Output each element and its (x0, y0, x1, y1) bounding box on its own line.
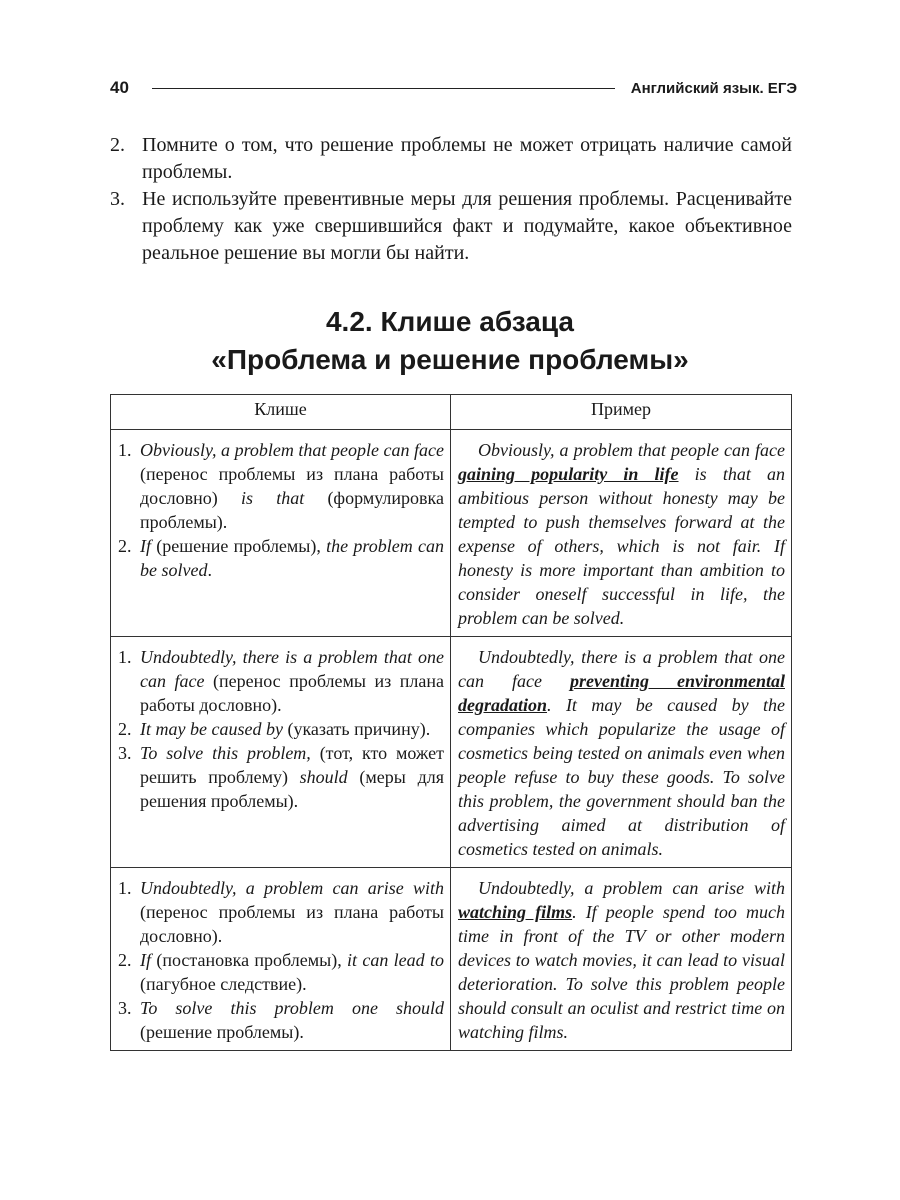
cliche-phrase: Undoubtedly, a problem can arise with (140, 878, 444, 898)
book-title: Английский язык. ЕГЭ (630, 79, 797, 97)
table-row (111, 868, 792, 1051)
cliche-table (110, 394, 792, 1051)
cliche-phrase: It may be caused by (140, 719, 283, 739)
cliche-item (118, 645, 444, 717)
cliche-item-text (140, 948, 444, 996)
example-topic: watching films (458, 902, 573, 922)
header-example: Пример (451, 395, 792, 430)
cliche-item (118, 534, 444, 582)
cliche-note: (пагубное следствие). (140, 974, 307, 994)
example-fragment: . If people spend too much time in front of the TV or other modern devices to watch movies, it can lead to visual deterioration. To solve this problem people should consult an oculist and restrict time on watching films. (458, 902, 785, 1042)
cliche-list (118, 876, 444, 1044)
cliche-item-number: 2. (118, 950, 132, 970)
cliche-phrase: Obviously, a problem that people can face (140, 440, 444, 460)
example-fragment: . It may be caused by the companies which popularize the usage of cosmetics being tested on animals even when people refuse to buy these goods. To solve this problem, the government should ban the advertising aimed at distribution of cosmetics tested on animals. (458, 695, 785, 859)
table-row (111, 430, 792, 637)
header-cliche: Клише (111, 395, 451, 430)
cliche-item (118, 876, 444, 948)
intro-item-text: Помните о том, что решение проблемы не может отрицать наличие самой проблемы. (142, 134, 792, 183)
section-title-line-1: 4.2. Клише абзаца (325, 306, 574, 337)
cliche-phrase: the problem can be solved (140, 536, 444, 580)
section-title-line-2: «Проблема и решение проблемы» (211, 344, 689, 375)
cliche-item-number: 1. (118, 878, 132, 898)
cliche-item-text (140, 741, 444, 813)
cliche-note: (формулировка проблемы). (140, 488, 444, 532)
cliche-phrase: it can lead to (347, 950, 445, 970)
cliche-cell (111, 868, 451, 1051)
cliche-phrase: should (299, 767, 348, 787)
cliche-item-text (140, 876, 444, 948)
cliche-phrase: To solve this problem one should (140, 998, 444, 1018)
table-body (111, 430, 792, 1051)
example-text (458, 876, 785, 1044)
table-header-row (111, 395, 792, 430)
cliche-item (118, 717, 444, 741)
cliche-note: (перенос проблемы из плана работы дословно). (140, 671, 444, 715)
cliche-cell (111, 430, 451, 637)
intro-item-number: 2. (110, 134, 125, 156)
cliche-item-number: 2. (118, 536, 132, 556)
cliche-note: (перенос проблемы из плана работы дословно) (140, 464, 444, 508)
cliche-phrase: If (140, 536, 151, 556)
cliche-item-text (140, 438, 444, 534)
intro-item (110, 132, 792, 186)
cliche-item (118, 996, 444, 1044)
example-text (458, 438, 785, 630)
cliche-item-number: 1. (118, 647, 132, 667)
cliche-list (118, 438, 444, 582)
cliche-item-text (140, 996, 444, 1044)
intro-item-number: 3. (110, 188, 125, 210)
cliche-item-number: 3. (118, 998, 132, 1018)
cliche-item-number: 3. (118, 743, 132, 763)
cliche-item (118, 438, 444, 534)
section-title (0, 303, 900, 379)
cliche-note: (решение проблемы). (140, 1022, 304, 1042)
cliche-note: . (207, 560, 212, 580)
page-header (110, 76, 797, 100)
example-text (458, 645, 785, 861)
cliche-item-number: 2. (118, 719, 132, 739)
cliche-note: (указать причину). (282, 719, 431, 739)
example-cell (451, 637, 792, 868)
cliche-note: (решение проблемы), (151, 536, 327, 556)
example-topic: gaining popularity in life (458, 464, 679, 484)
cliche-item (118, 948, 444, 996)
intro-item (110, 186, 792, 267)
example-fragment: is that an ambitious person without honesty may be tempted to push themselves forward at the expense of others, which is not fair. If honesty is more important than ambition to consider oneself successful in life, the problem can be solved. (458, 464, 786, 628)
example-cell (451, 868, 792, 1051)
example-cell (451, 430, 792, 637)
cliche-phrase: Undoubtedly, there is a problem that one can face (140, 647, 444, 691)
cliche-item-number: 1. (118, 440, 132, 460)
cliche-phrase: If (140, 950, 151, 970)
cliche-note: (меры для решения проблемы). (140, 767, 444, 811)
cliche-item-text (140, 717, 444, 741)
cliche-item-text (140, 534, 444, 582)
example-fragment: Undoubtedly, a problem can arise with (478, 878, 785, 898)
header-rule (152, 88, 615, 89)
cliche-cell (111, 637, 451, 868)
cliche-note: (перенос проблемы из плана работы дословно). (140, 902, 444, 946)
cliche-item (118, 741, 444, 813)
page-number: 40 (110, 78, 129, 97)
cliche-note: (тот, кто может решить проблему) (140, 743, 444, 787)
cliche-list (118, 645, 444, 813)
example-fragment: Undoubtedly, there is a problem that one can face (458, 647, 785, 691)
example-topic: preventing environmental degradation (458, 671, 785, 715)
example-fragment: Obviously, a problem that people can face (478, 440, 785, 460)
intro-item-text: Не используйте превентивные меры для решения проблемы. Расценивайте проблему как уже свершившийся факт и подумайте, какое объективное реальное решение вы могли бы найти. (142, 188, 792, 264)
cliche-note: (постановка проблемы), (151, 950, 348, 970)
table-row (111, 637, 792, 868)
cliche-phrase: is that (240, 488, 305, 508)
intro-list (110, 132, 792, 267)
cliche-phrase: To solve this problem, (140, 743, 311, 763)
cliche-item-text (140, 645, 444, 717)
